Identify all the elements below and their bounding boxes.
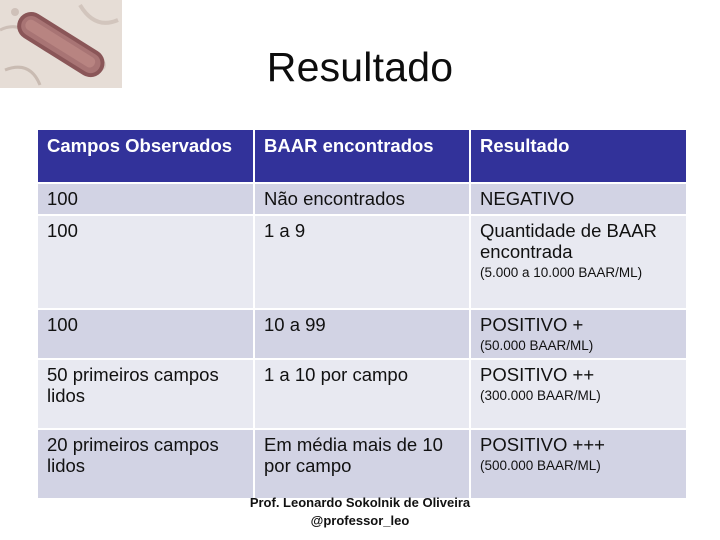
cell-baar: Em média mais de 10 por campo bbox=[254, 429, 470, 499]
cell-baar: 10 a 99 bbox=[254, 309, 470, 359]
bacillus-micrograph-icon bbox=[0, 0, 122, 88]
footer-credit bbox=[210, 494, 510, 530]
cell-campos: 100 bbox=[37, 215, 254, 309]
table-row bbox=[37, 359, 687, 429]
result-label: Quantidade de BAAR encontrada bbox=[480, 220, 657, 262]
table-row bbox=[37, 309, 687, 359]
result-label: NEGATIVO bbox=[480, 188, 575, 209]
slide-title: Resultado bbox=[266, 44, 454, 90]
cell-campos: 20 primeiros campos lidos bbox=[37, 429, 254, 499]
header-resultado: Resultado bbox=[470, 129, 687, 183]
cell-campos: 100 bbox=[37, 309, 254, 359]
cell-resultado bbox=[470, 429, 687, 499]
result-label: POSITIVO + bbox=[480, 314, 584, 335]
footer-handle: @professor_leo bbox=[310, 513, 410, 528]
cell-resultado bbox=[470, 215, 687, 309]
result-concentration-note: (500.000 BAAR/ML) bbox=[480, 458, 601, 473]
result-label: POSITIVO +++ bbox=[480, 434, 605, 455]
cell-baar: 1 a 10 por campo bbox=[254, 359, 470, 429]
header-campos-observados: Campos Observados bbox=[37, 129, 254, 183]
table-header-row bbox=[37, 129, 687, 183]
header-baar-encontrados: BAAR encontrados bbox=[254, 129, 470, 183]
cell-baar: Não encontrados bbox=[254, 183, 470, 215]
table-row bbox=[37, 183, 687, 215]
table-row bbox=[37, 429, 687, 499]
cell-resultado bbox=[470, 309, 687, 359]
cell-resultado bbox=[470, 183, 687, 215]
results-table bbox=[36, 128, 688, 500]
cell-campos: 100 bbox=[37, 183, 254, 215]
cell-baar: 1 a 9 bbox=[254, 215, 470, 309]
cell-resultado bbox=[470, 359, 687, 429]
result-concentration-note: (50.000 BAAR/ML) bbox=[480, 338, 594, 353]
table-row bbox=[37, 215, 687, 309]
result-label: POSITIVO ++ bbox=[480, 364, 595, 385]
cell-campos: 50 primeiros campos lidos bbox=[37, 359, 254, 429]
result-concentration-note: (300.000 BAAR/ML) bbox=[480, 388, 601, 403]
footer-author: Prof. Leonardo Sokolnik de Oliveira bbox=[249, 495, 471, 510]
result-concentration-note: (5.000 a 10.000 BAAR/ML) bbox=[480, 265, 643, 280]
